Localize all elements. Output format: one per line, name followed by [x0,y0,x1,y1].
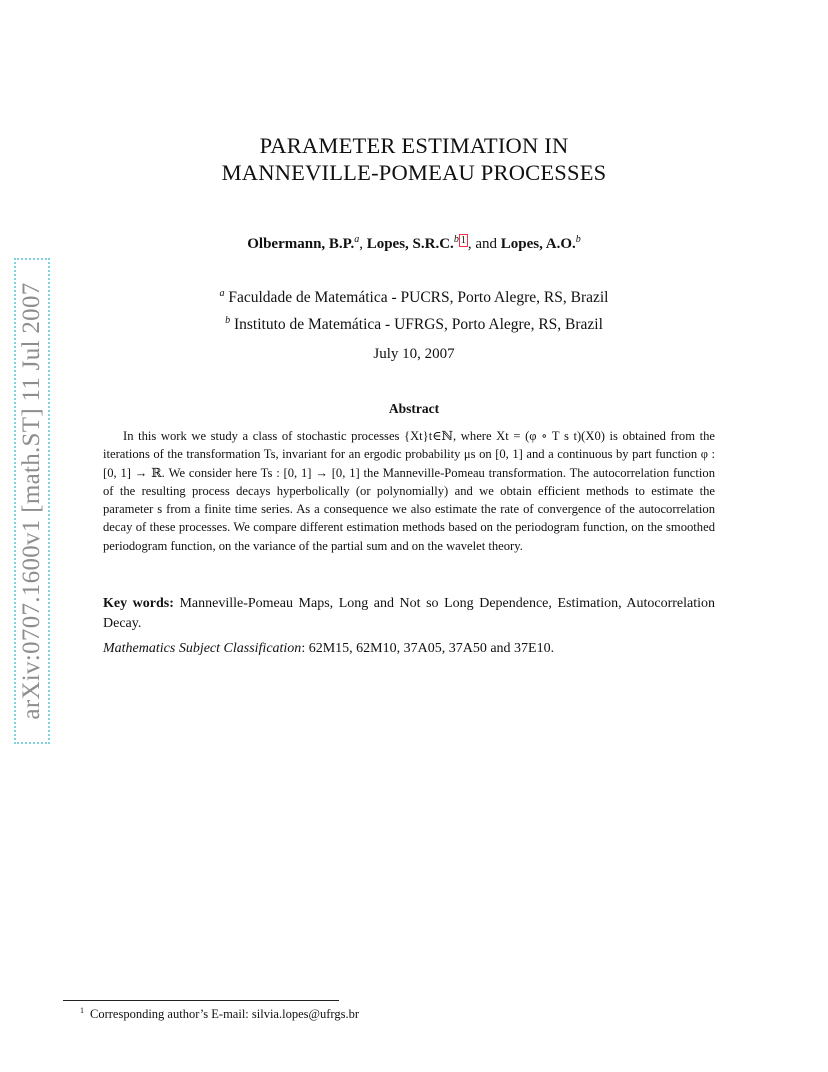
title-line-2: MANNEVILLE-POMEAU PROCESSES [221,160,607,185]
paper-date: July 10, 2007 [373,346,455,362]
title-line-1: PARAMETER ESTIMATION IN [259,133,569,158]
affiliation-b-mark: b [225,315,231,327]
footnote-text: Corresponding author’s E-mail: silvia.lopes@ufrgs.br [90,1007,360,1022]
author-1: Olbermann, B.P. [247,236,355,252]
author-3: Lopes, A.O. [500,236,576,252]
affiliations [0,282,828,336]
keywords-text: Manneville-Pomeau Maps, Long and Not so Long Dependence, Estimation, Autocorrelation Decay. [103,596,716,631]
footnote [80,1006,359,1022]
paper-title [0,132,828,186]
subject-classification [103,641,715,657]
affiliation-a-text: Faculdade de Matemática - PUCRS, Porto Alegre, RS, Brazil [228,289,609,307]
keywords-label: Key words: [103,596,174,611]
keywords [103,594,715,634]
footnote-mark: 1 [80,1006,84,1015]
footnote-link[interactable]: 1 [460,235,466,246]
msc-codes: : 62M15, 62M10, 37A05, 37A50 and 37E10. [301,641,555,656]
author-2: Lopes, S.R.C. [366,236,454,252]
affiliation-b [0,309,828,336]
author-2-affil-mark: b [453,234,459,245]
author-3-affil-mark: b [575,234,581,245]
affiliation-b-text: Instituto de Matemática - UFRGS, Porto Alegre, RS, Brazil [233,316,603,334]
abstract-heading: Abstract [388,401,440,416]
author-list: Olbermann, B.P.$^a$, Lopes, S.R.C.$^b$ 1 , and Lopes, A.O.$^b$ [247,234,581,252]
arxiv-identifier-text: arXiv:0707.1600v1 [math.ST] 11 Jul 2007 [18,282,45,720]
author-conjunction: , and [467,236,497,252]
author-1-affil-mark: a [354,234,360,245]
affiliation-a [0,282,828,309]
footnote-rule [63,1000,339,1001]
affiliation-a-mark: a [219,288,225,299]
msc-label: Mathematics Subject Classification [103,641,302,656]
abstract-body: In this work we study a class of stochastic processes {Xt}t∈ℕ, where Xt = (φ ∘ T s t)(X0) is obtained from the iterations of the transformation Ts, invariant for an ergodic probability μs on [0, 1] and a continuous by part function φ : [0, 1] → ℝ. We consider here Ts : [0, 1] → [0, 1] the Manneville-Pomeau transformation. The autocorrelation function of the resulting process decays hyperbolically (or polynomially) and we obtain efficient methods to estimate the parameter s from a finite time series. As a consequence we also estimate the rate of convergence of the autocorrelation decay of these processes. We compare different estimation methods based on the periodogram function, on the smoothed periodogram function, on the variance of the partial sum and on the wavelet theory. [103,429,715,553]
